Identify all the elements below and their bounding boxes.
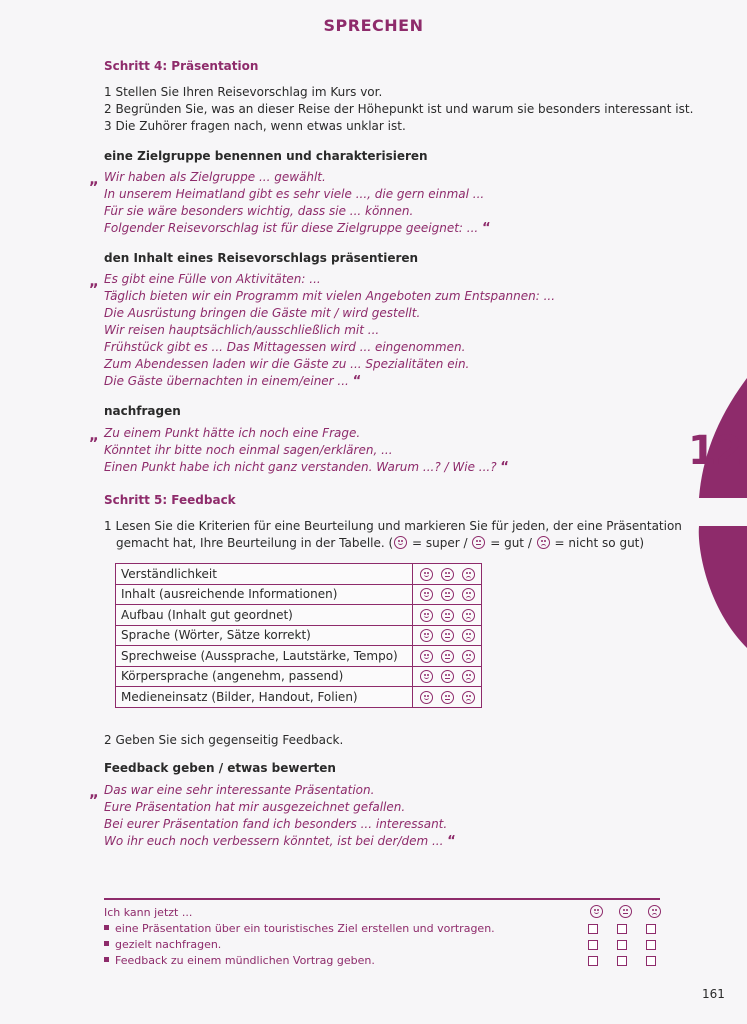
inhalt-heading: den Inhalt eines Reisevorschlags präsentieren	[104, 251, 419, 265]
neutral-face-icon[interactable]	[441, 670, 454, 683]
table-row	[116, 687, 482, 708]
inhalt-phrase-5: Frühstück gibt es ... Das Mittagessen wird ... eingenommen.	[104, 340, 466, 354]
criterion-cell: Aufbau (Inhalt gut geordnet)	[116, 605, 413, 626]
sad-face-icon[interactable]	[462, 609, 475, 622]
rating-cell[interactable]	[413, 564, 482, 585]
schritt4-item-3: 3 Die Zuhörer fragen nach, wenn etwas unklar ist.	[104, 119, 406, 133]
feedback-phrase-4: Wo ihr euch noch verbessern könntet, ist bei der/dem ... “	[104, 834, 456, 849]
neutral-face-icon[interactable]	[441, 629, 454, 642]
checkbox[interactable]	[646, 956, 656, 966]
smile-icon[interactable]	[420, 609, 433, 622]
schritt5-item-2: 2 Geben Sie sich gegenseitig Feedback.	[104, 733, 344, 747]
quote-close-mark: “	[447, 834, 456, 849]
inhalt-phrase-2: Täglich bieten wir ein Programm mit vielen Angeboten zum Entspannen: ...	[104, 289, 556, 303]
smile-icon[interactable]	[420, 650, 433, 663]
bullet-icon	[104, 941, 109, 946]
bullet-icon	[104, 957, 109, 962]
neutral-face-icon	[619, 905, 632, 918]
checkbox[interactable]	[617, 940, 627, 950]
checkbox[interactable]	[588, 956, 598, 966]
page-number: 161	[702, 987, 725, 1001]
quote-close-mark: “	[482, 221, 491, 236]
checkbox[interactable]	[646, 924, 656, 934]
schritt4-item-1: 1 Stellen Sie Ihren Reisevorschlag im Kurs vor.	[104, 85, 383, 99]
neutral-face-icon[interactable]	[441, 588, 454, 601]
criterion-cell: Körpersprache (angenehm, passend)	[116, 666, 413, 687]
table-row	[116, 666, 482, 687]
criterion-cell: Sprache (Wörter, Sätze korrekt)	[116, 625, 413, 646]
feedback-phrase-3: Bei eurer Präsentation fand ich besonders ... interessant.	[104, 817, 448, 831]
checkbox[interactable]	[588, 924, 598, 934]
sad-face-icon[interactable]	[462, 691, 475, 704]
quote-open-mark: „	[89, 783, 99, 801]
rating-cell[interactable]	[413, 584, 482, 605]
smile-icon	[394, 536, 407, 549]
schritt4-heading: Schritt 4: Präsentation	[104, 59, 259, 73]
nachfragen-heading: nachfragen	[104, 404, 181, 418]
feedback-criteria-table	[115, 563, 482, 708]
smile-icon	[590, 905, 603, 918]
checkbox[interactable]	[617, 956, 627, 966]
zielgruppe-phrase-3: Für sie wäre besonders wichtig, dass sie ... können.	[104, 204, 414, 218]
zielgruppe-phrase-1: Wir haben als Zielgruppe ... gewählt.	[104, 170, 326, 184]
quote-open-mark: „	[89, 426, 99, 444]
sad-face-icon	[537, 536, 550, 549]
smile-icon[interactable]	[420, 568, 433, 581]
criterion-cell: Sprechweise (Aussprache, Lautstärke, Tempo)	[116, 646, 413, 667]
smile-icon[interactable]	[420, 691, 433, 704]
criterion-cell: Verständlichkeit	[116, 564, 413, 585]
smile-icon[interactable]	[420, 588, 433, 601]
kann-item-2: gezielt nachfragen.	[104, 938, 221, 951]
rating-cell[interactable]	[413, 625, 482, 646]
quote-close-mark: “	[352, 374, 362, 389]
kann-title: Ich kann jetzt ...	[104, 906, 193, 919]
table-row	[116, 564, 482, 585]
schritt5-item-1-line-1: 1 Lesen Sie die Kriterien für eine Beurteilung und markieren Sie für jeden, der eine Präsentation	[104, 519, 682, 533]
smile-icon[interactable]	[420, 670, 433, 683]
neutral-face-icon[interactable]	[441, 650, 454, 663]
rating-cell[interactable]	[413, 687, 482, 708]
sad-face-icon[interactable]	[462, 568, 475, 581]
nachfragen-phrase-3: Einen Punkt habe ich nicht ganz verstanden. Warum ...? / Wie ...? “	[104, 460, 509, 475]
zielgruppe-phrase-2: In unserem Heimatland gibt es sehr viele ..., die gern einmal ...	[104, 187, 485, 201]
feedback-phrase-2: Eure Präsentation hat mir ausgezeichnet gefallen.	[104, 800, 406, 814]
criterion-cell: Medieneinsatz (Bilder, Handout, Folien)	[116, 687, 413, 708]
page-title: SPRECHEN	[323, 16, 424, 35]
nachfragen-phrase-1: Zu einem Punkt hätte ich noch eine Frage.	[104, 426, 361, 440]
bullet-icon	[104, 925, 109, 930]
checkbox[interactable]	[588, 940, 598, 950]
inhalt-phrase-6: Zum Abendessen laden wir die Gäste zu ... Spezialitäten ein.	[104, 357, 470, 371]
schritt4-item-2: 2 Begründen Sie, was an dieser Reise der Höhepunkt ist und warum sie besonders interessant ist.	[104, 102, 694, 116]
zielgruppe-phrase-4: Folgender Reisevorschlag ist für diese Zielgruppe geeignet: ... “	[104, 221, 491, 236]
section-divider	[104, 898, 660, 900]
neutral-face-icon[interactable]	[441, 609, 454, 622]
neutral-face-icon	[472, 536, 485, 549]
neutral-face-icon[interactable]	[441, 568, 454, 581]
rating-cell[interactable]	[413, 605, 482, 626]
table-row	[116, 584, 482, 605]
rating-cell[interactable]	[413, 666, 482, 687]
rating-cell[interactable]	[413, 646, 482, 667]
table-row	[116, 625, 482, 646]
schritt5-heading: Schritt 5: Feedback	[104, 493, 236, 507]
nachfragen-phrase-2: Könntet ihr bitte noch einmal sagen/erklären, ...	[104, 443, 393, 457]
sad-face-icon[interactable]	[462, 650, 475, 663]
kann-item-3: Feedback zu einem mündlichen Vortrag geben.	[104, 954, 375, 967]
sad-face-icon[interactable]	[462, 629, 475, 642]
quote-open-mark: „	[89, 272, 99, 290]
feedback-heading: Feedback geben / etwas bewerten	[104, 761, 336, 775]
smile-icon[interactable]	[420, 629, 433, 642]
chapter-tab-lower	[699, 526, 747, 648]
quote-close-mark: “	[500, 460, 509, 475]
feedback-phrase-1: Das war eine sehr interessante Präsentation.	[104, 783, 375, 797]
neutral-face-icon[interactable]	[441, 691, 454, 704]
checkbox[interactable]	[646, 940, 656, 950]
checkbox[interactable]	[617, 924, 627, 934]
table-row	[116, 646, 482, 667]
criterion-cell: Inhalt (ausreichende Informationen)	[116, 584, 413, 605]
inhalt-phrase-1: Es gibt eine Fülle von Aktivitäten: ...	[104, 272, 321, 286]
chapter-tab	[677, 378, 747, 648]
sad-face-icon[interactable]	[462, 588, 475, 601]
sad-face-icon	[648, 905, 661, 918]
table-row	[116, 605, 482, 626]
schritt5-item-1-line-2: gemacht hat, Ihre Beurteilung in der Tabelle. ( = super / = gut / = nicht so gut)	[116, 536, 645, 550]
inhalt-phrase-7: Die Gäste übernachten in einem/einer ... “	[104, 374, 362, 389]
quote-open-mark: „	[89, 170, 99, 188]
chapter-number: 12	[688, 428, 742, 474]
kann-item-1: eine Präsentation über ein touristisches Ziel erstellen und vortragen.	[104, 922, 495, 935]
inhalt-phrase-3: Die Ausrüstung bringen die Gäste mit / wird gestellt.	[104, 306, 421, 320]
zielgruppe-heading: eine Zielgruppe benennen und charakterisieren	[104, 149, 428, 163]
sad-face-icon[interactable]	[462, 670, 475, 683]
inhalt-phrase-4: Wir reisen hauptsächlich/ausschließlich mit ...	[104, 323, 380, 337]
